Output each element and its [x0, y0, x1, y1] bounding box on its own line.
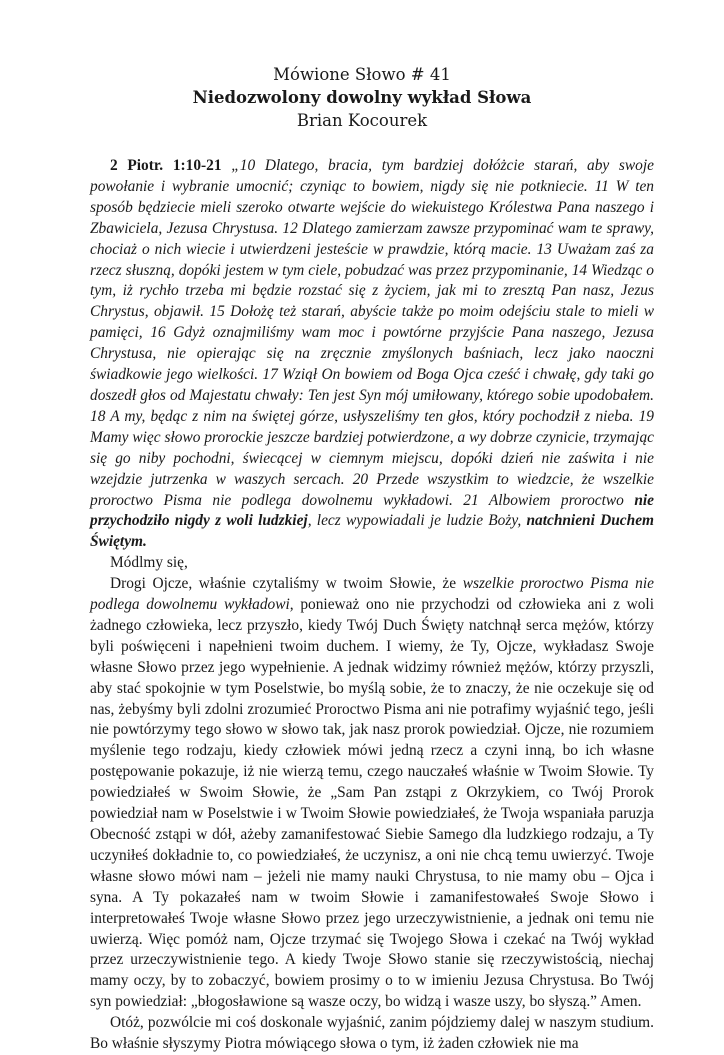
document-header: [0, 63, 724, 132]
quote-emphasis: nie przychodziło nigdy z woli ludzkiej: [90, 491, 654, 530]
closing-paragraph: Otóż, pozwólcie mi coś doskonale wyjaśnić, zanim pójdziemy dalej w naszym studium. Bo właśnie słyszymy Piotra mówiącego słowa o tym, iż żaden człowiek nie ma: [90, 1014, 654, 1053]
prayer-intro: Módlmy się,: [110, 554, 188, 572]
quote-emphasis-end: natchnieni Duchem Świętym.: [90, 512, 654, 551]
scripture-reference: 2 Piotr. 1:10-21: [110, 157, 222, 174]
sermon-title: Niedozwolony dowolny wykład Słowa: [192, 88, 532, 107]
quote-text-continued: , lecz wypowiadali je ludzie Boży,: [307, 512, 527, 530]
scripture-quote: [90, 156, 654, 553]
prayer-paragraph: [90, 574, 654, 1013]
prayer-text-rest: ponieważ ono nie przychodzi od człowieka ani z woli żadnego człowieka, lecz przyszło, kiedy Twój Duch Święty natchnął serca mężów, którzy byli poświęceni i napełnieni twoim duchem. I wiemy, że Ty, Ojcze, wykładasz Swoje własne Słowo przez jego wypełnienie. A jednak widzimy również mężów, którzy przyszli, aby stać spokojnie w tym Poselstwie, bo myślą sobie, że to znaczy, że nie oczekuje się od nas, żebyśmy byli zdolni zrozumieć Proroctwo Pisma ani nie potrafimy wyjaśnić tego, jeśli nie powtórzymy tego słowo w słowo tak, jak nasz prorok powiedział. Ojcze, nie rozumiem myślenie tego rodzaju, kiedy człowiek mówi jedną rzecz a czyni inną, bo ich własne postępowanie pokazuje, iż nie wierzą temu, czego nauczałeś właśnie w Twoim Słowie. Ty powiedziałeś w Swoim Słowie, że „Sam Pan zstąpi z Okrzykiem, co Twój Prorok powiedział nam w Poselstwie i w Twoim Słowie powiedziałeś, że Twoja wspaniała paruzja Obecność zstąpi w dół, ażeby zamanifestować Siebie Samego dla ludzkiego rodzaju, a Ty uczyniłeś dokładnie to, co powiedziałeś, że uczynisz, a oni nie chcą temu uwierzyć. Twoje własne słowo mówi nam – jeżeli nie mamy nauki Chrystusa, to nie mamy obu – Ojca i syna. A Ty pokazałeś nam w twoim Słowie i zamanifestowałeś Swoje Słowo i interpretowałeś Twoje własne Słowo przez jego urzeczywistnienie, a jednak oni temu nie uwierzą. Więc pomóż nam, Ojcze trzymać się Twojego Słowa i czekać na Twój wykład przez urzeczywistnienie tego. A kiedy Twoje Słowo stanie się rzeczywistością, niechaj mamy oczy, by to zobaczyć, bowiem prosimy o to w imieniu Jezusa Chrystusa. Bo Twój syn powiedział: „błogosławione są wasze oczy, bo widzą i wasze uszy, bo słyszą.” Amen.: [90, 596, 654, 1011]
quote-text: „10 Dlatego, bracia, tym bardziej dołóżcie starań, aby swoje powołanie i wybranie umocnić; czyniąc to bowiem, nigdy się nie potkniecie. 11 W ten sposób będziecie mieli szeroko otwarte wejście do wiekuistego Królestwa Pana naszego i Zbawiciela, Jezusa Chrystusa. 12 Dlatego zamierzam zawsze przypominać wam te sprawy, chociaż o nich wiecie i utwierdzeni jesteście w prawdzie, którą macie. 13 Uważam zaś za rzecz słuszną, dopóki jestem w tym ciele, pobudzać was przez przypominanie, 14 Wiedząc o tym, iż rychło trzeba mi będzie rozstać się z życiem, jak mi to zresztą Pan nasz, Jezus Chrystus, objawił. 15 Dołożę też starań, abyście także po moim odejściu stale to mieli w pamięci, 16 Gdyż oznajmiliśmy wam moc i powtórne przyjście Pana naszego, Jezusa Chrystusa, nie opierając się na zręcznie zmyślonych baśniach, lecz jako naoczni świadkowie jego wielkości. 17 Wziął On bowiem od Boga Ojca cześć i chwałę, gdy taki go doszedł głos od Majestatu chwały: Ten jest Syn mój umiłowany, którego sobie upodobałem. 18 A my, będąc z nim na świętej górze, usłyszeliśmy ten głos, który pochodził z nieba. 19 Mamy więc słowo prorockie jeszcze bardziej potwierdzone, a wy dobrze czynicie, trzymając się go niby pochodni, świecącej w ciemnym miejscu, dopóki dzień nie zaświta i nie wzejdzie jutrzenka w waszych sercach. 20 Przede wszystkim to wiedzcie, że wszelkie proroctwo Pisma nie podlega dowolnemu wykładowi. 21 Albowiem proroctwo: [90, 157, 654, 509]
document-body: [90, 156, 654, 1055]
prayer-italic-citation: wszelkie proroctwo Pisma nie podlega dowolnemu wykładowi,: [90, 575, 654, 614]
prayer-text-start: Drogi Ojcze, właśnie czytaliśmy w twoim Słowie, że: [110, 575, 463, 593]
sermon-number: Mówione Słowo # 41: [273, 65, 451, 84]
author-name: Brian Kocourek: [296, 111, 428, 130]
